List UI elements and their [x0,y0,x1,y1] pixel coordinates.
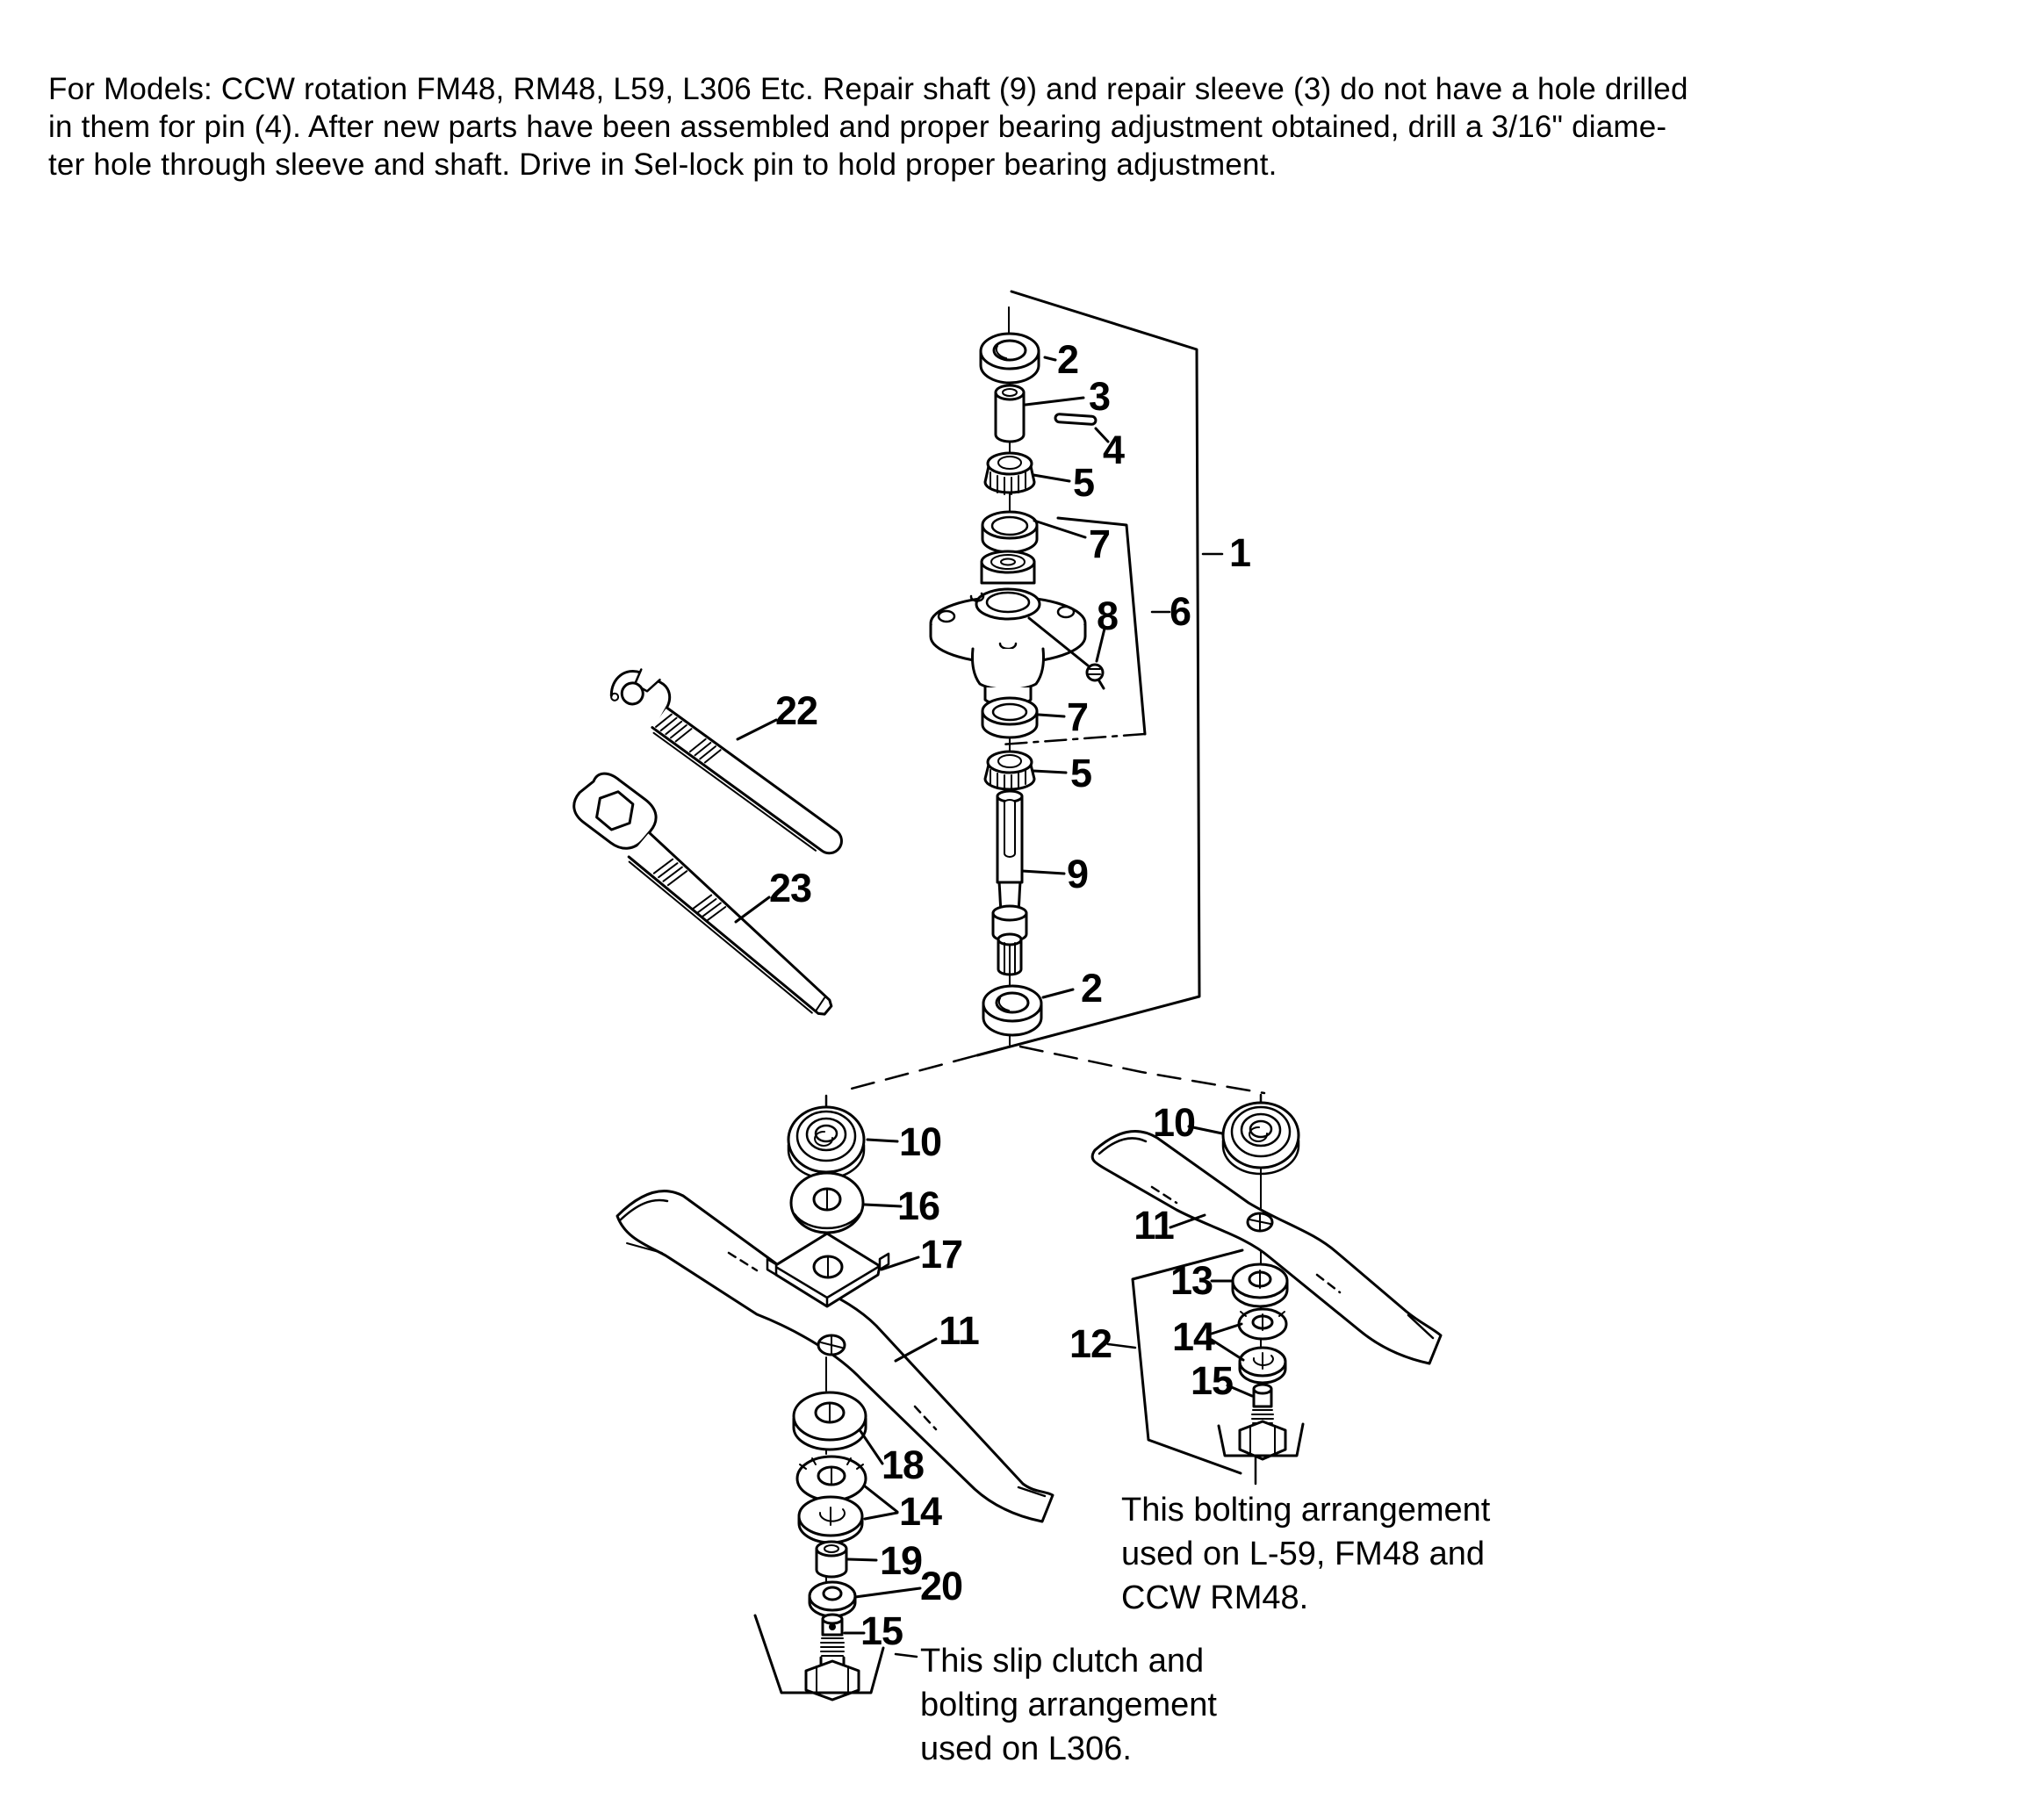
header-text-line-2: in them for pin (4). After new parts have been assembled and proper bearing adjustment obtained, drill a 3/16" diame- [48,110,1667,144]
note-line: bolting arrangement [920,1687,1217,1723]
part-wrench-23 [566,765,857,1021]
callout-14-right: 14 [1171,1314,1215,1359]
part-hub-6 [931,551,1085,705]
note-line: used on L306. [920,1730,1132,1767]
callout-3: 3 [1088,374,1111,419]
callout-16: 16 [896,1183,940,1228]
callout-7-upper: 7 [1088,522,1111,566]
callout-23: 23 [768,866,812,910]
callout-13: 13 [1170,1258,1213,1303]
part-grease-fitting-8 [1087,665,1104,688]
part-washer-16 [791,1173,863,1233]
part-bearing-5-lower [985,752,1034,790]
callout-11-right: 11 [1134,1203,1174,1248]
part-washer-20 [810,1582,855,1616]
part-pulley-10-right [1223,1103,1299,1174]
callout-8: 8 [1096,594,1119,638]
part-cup-7-upper [982,512,1037,552]
callout-22: 22 [774,688,818,733]
part-washer-14-left-upper [797,1457,866,1500]
callout-1: 1 [1228,530,1251,575]
callout-2-bottom: 2 [1080,966,1103,1011]
part-washer-18 [794,1392,866,1450]
callout-20: 20 [919,1564,963,1608]
header-text-line-1: For Models: CCW rotation FM48, RM48, L59, L306 Etc. Repair shaft (9) and repair sleeve (3) do not have a hole drilled [48,72,1688,106]
part-bearing-2-top [981,334,1039,383]
callout-4: 4 [1102,428,1125,472]
note-bolting-arrangement-right [1121,1488,1490,1620]
note-line: This bolting arrangement [1121,1492,1491,1529]
note-slip-clutch-left [920,1639,1217,1771]
callout-14-left: 14 [898,1489,942,1534]
callout-2-top: 2 [1056,337,1079,382]
callout-7-lower: 7 [1066,694,1089,739]
part-bearing-2-bottom [983,986,1041,1035]
callout-5-lower: 5 [1069,751,1092,795]
callout-10-left: 10 [898,1119,942,1164]
part-washer-14-left-lower [799,1497,862,1543]
callout-9: 9 [1066,852,1089,896]
callout-17: 17 [919,1232,963,1277]
callout-12: 12 [1069,1321,1112,1366]
part-shaft-9 [993,791,1026,976]
callout-19: 19 [879,1538,923,1583]
assembly-fanout-lines [826,1047,1264,1117]
part-spacer-19 [817,1542,846,1577]
part-bearing-5-upper [985,453,1034,494]
part-cup-7-lower [982,698,1037,737]
callout-18: 18 [881,1442,925,1487]
part-washer-13 [1233,1264,1287,1306]
part-bolt-15-right [1240,1385,1285,1459]
callout-15-left: 15 [860,1608,903,1653]
part-sleeve-3 [996,385,1024,442]
part-washer-14-right-lower [1240,1348,1285,1383]
note-line: used on L-59, FM48 and [1121,1536,1486,1572]
callout-6: 6 [1169,589,1191,634]
note-line: This slip clutch and [920,1643,1205,1680]
note-line: CCW RM48. [1121,1579,1309,1616]
part-bolt-15-left [806,1615,859,1700]
part-washer-14-right-upper [1239,1309,1286,1339]
part-pulley-10-left [788,1107,864,1178]
callout-11-left: 11 [939,1308,979,1353]
header-text-line-3: ter hole through sleeve and shaft. Drive in Sel-lock pin to hold proper bearing adjustment. [48,147,1278,182]
callout-5-upper: 5 [1072,460,1095,505]
callout-10-right: 10 [1152,1100,1196,1145]
callout-15-right: 15 [1190,1358,1234,1403]
